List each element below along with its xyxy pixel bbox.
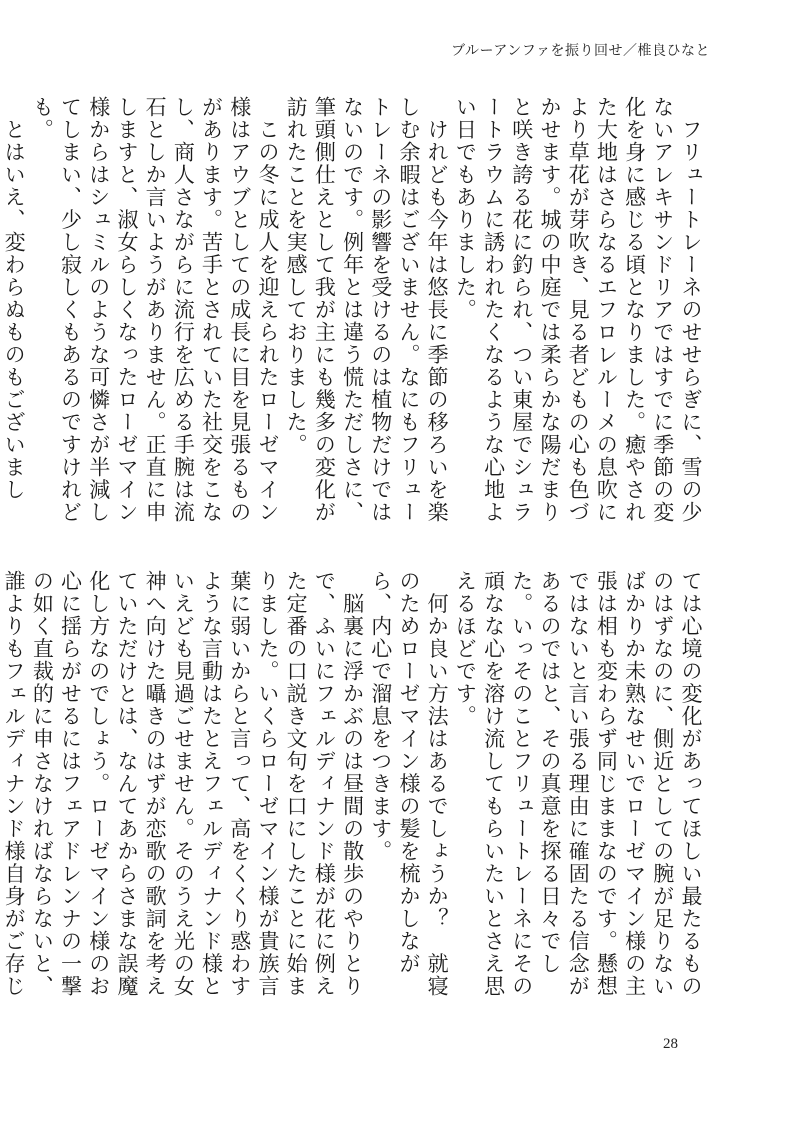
page-number: 28: [663, 1036, 678, 1052]
text-block-top: [2, 96, 705, 536]
paragraph: 脳裏に浮かぶのは昼間の散歩のやりとりで、ふいにフェルディナンド様が花に例えた定番の口説き文句を口にしたことに始まりました。いくらローゼマイン様が貴族言葉に弱いからと言って、高をくくり惑わすような言動はたとえフェルディナンド様といえども見過ごせません。そのうえ光の女神へ向けた囁きのはずが恋歌の歌詞を考えていただけとは、なんてあからさまな誤魔化し方なのでしょう。ローゼマイン様のお心に揺らがせるにはフェアドレンナの一撃の如く直裁的に申さなければならないと、誰よりもフェルディナンド様自身がご存じ: [2, 570, 365, 998]
paragraph: ては心境の変化があってほしい最たるもののはずなのに、側近としての腕が足りないばかりか未熟なせいでローゼマイン様の主張は相も変わらず同じままなのです。懸想ではないと言い張る理由に確固たる信念があるのではと、その真意を探る日々でした。いっそのことフリュートレーネにその頑なな心を溶け流してもらいたいとさえ思えるほどです。: [453, 570, 703, 998]
paragraph: とはいえ、変わらぬものもございまし: [2, 118, 27, 501]
paragraph: けれども今年は悠長に季節の移ろいを楽しむ余暇はございません。なにもフリュートレーネの影響を受けるのは植物だけではないのです。例年とは違う慌ただしさに、筆頭側仕えとして我が主にも幾多の変化が訪れたことを実感しておりました。: [284, 96, 450, 524]
text-block-bottom: [2, 570, 705, 1015]
paragraph: この冬に成人を迎えられたローゼマイン様はアウブとしての成長に目を見張るものがあります。苦手とされていた社交をこなし、商人さながらに流行を広める手腕は流石としか言いようがありません。正直に申しますと、淑女らしくなったローゼマイン様からはシュミルのような可憐さが半減してしまい、少し寂しくもあるのですけれども。: [30, 96, 280, 524]
paragraph: 何か良い方法はあるでしょうか？ 就寝のためローゼマイン様の髪を梳かしながら、内心で溜息をつきます。: [368, 570, 450, 998]
paragraph: フリュートレーネのせせらぎに、雪の少ないアレキサンドリアではすでに季節の変化を身に感じる頃となりました。癒やされた大地はさらなるエフロレルーメの息吹により草花が芽吹き、見る者どもの心も色づかせます。城の中庭では柔らかな陽だまりと咲き誇る花に釣られ、つい東屋でシュラートラウムに誘われたくなるような心地よい日でもありました。: [453, 96, 703, 524]
running-head-title: ブルーアンファを振り回せ／椎良ひなと: [451, 43, 710, 59]
